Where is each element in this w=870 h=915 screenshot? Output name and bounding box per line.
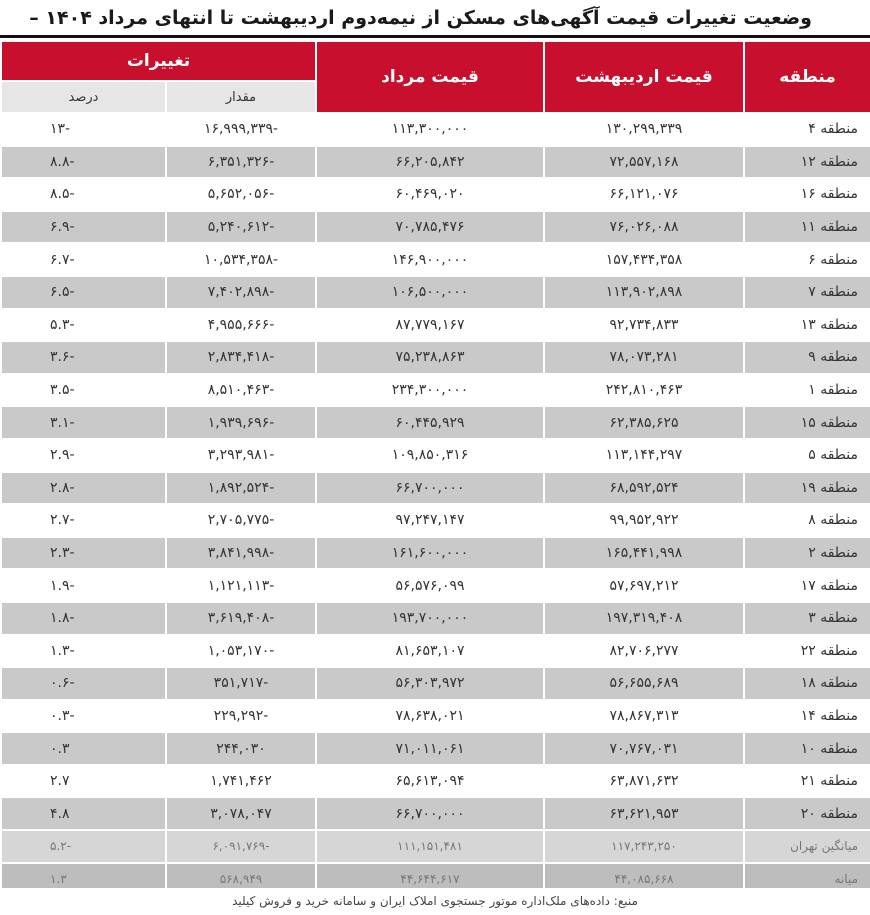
table-row xyxy=(1,113,870,146)
price-mordad-cell: ۱۰۹,۸۵۰,۳۱۶ xyxy=(316,439,544,472)
price-ordibehesht-cell: ۱۳۰,۲۹۹,۳۳۹ xyxy=(544,113,744,146)
district-cell: منطقه ۱۹ xyxy=(744,472,870,505)
price-mordad-cell: ۱۱۱,۱۵۱,۴۸۱ xyxy=(316,830,544,863)
header-changes: تغییرات xyxy=(1,41,316,81)
table-row xyxy=(1,406,870,439)
table-row xyxy=(1,341,870,374)
header-amount: مقدار xyxy=(166,81,316,113)
district-cell: منطقه ۱۵ xyxy=(744,406,870,439)
district-cell: منطقه ۲ xyxy=(744,537,870,570)
district-cell: میانه xyxy=(744,863,870,896)
table-row xyxy=(1,276,870,309)
table-row xyxy=(1,732,870,765)
header-price-mordad: قیمت مرداد xyxy=(316,41,544,113)
district-cell: منطقه ۱۱ xyxy=(744,211,870,244)
table-row xyxy=(1,797,870,830)
table-row xyxy=(1,211,870,244)
change-percent-cell: -۶.۹ xyxy=(1,211,166,244)
price-mordad-cell: ۷۸,۶۳۸,۰۲۱ xyxy=(316,700,544,733)
price-mordad-cell: ۱۱۳,۳۰۰,۰۰۰ xyxy=(316,113,544,146)
price-ordibehesht-cell: ۱۱۷,۲۴۳,۲۵۰ xyxy=(544,830,744,863)
change-amount-cell: -۴,۹۵۵,۶۶۶ xyxy=(166,309,316,342)
source-note: منبع: داده‌های ملک‌اداره موتور جستجوی املاک ایران و سامانه خرید و فروش کیلید xyxy=(0,888,870,915)
change-percent-cell: -۲.۹ xyxy=(1,439,166,472)
change-percent-cell: -۱۳ xyxy=(1,113,166,146)
price-ordibehesht-cell: ۱۹۷,۳۱۹,۴۰۸ xyxy=(544,602,744,635)
price-ordibehesht-cell: ۵۷,۶۹۷,۲۱۲ xyxy=(544,569,744,602)
district-cell: منطقه ۲۰ xyxy=(744,797,870,830)
district-cell: منطقه ۱۶ xyxy=(744,178,870,211)
change-amount-cell: -۶,۰۹۱,۷۶۹ xyxy=(166,830,316,863)
change-percent-cell: ۲.۷ xyxy=(1,765,166,798)
district-cell: منطقه ۲۲ xyxy=(744,635,870,668)
price-ordibehesht-cell: ۶۳,۶۲۱,۹۵۳ xyxy=(544,797,744,830)
change-amount-cell: -۵,۲۴۰,۶۱۲ xyxy=(166,211,316,244)
table-row xyxy=(1,602,870,635)
change-percent-cell: -۵.۲ xyxy=(1,830,166,863)
price-mordad-cell: ۵۶,۳۰۳,۹۷۲ xyxy=(316,667,544,700)
change-amount-cell: ۲۴۴,۰۳۰ xyxy=(166,732,316,765)
price-mordad-cell: ۶۶,۲۰۵,۸۴۲ xyxy=(316,146,544,179)
district-cell: منطقه ۵ xyxy=(744,439,870,472)
district-cell: منطقه ۱۰ xyxy=(744,732,870,765)
price-ordibehesht-cell: ۶۸,۵۹۲,۵۲۴ xyxy=(544,472,744,505)
price-mordad-cell: ۶۶,۷۰۰,۰۰۰ xyxy=(316,797,544,830)
price-ordibehesht-cell: ۱۶۵,۴۴۱,۹۹۸ xyxy=(544,537,744,570)
price-mordad-cell: ۶۰,۴۴۵,۹۲۹ xyxy=(316,406,544,439)
change-amount-cell: -۱۶,۹۹۹,۳۳۹ xyxy=(166,113,316,146)
change-amount-cell: -۳,۲۹۳,۹۸۱ xyxy=(166,439,316,472)
table-row xyxy=(1,569,870,602)
change-amount-cell: ۱,۷۴۱,۴۶۲ xyxy=(166,765,316,798)
district-cell: منطقه ۱۷ xyxy=(744,569,870,602)
table-row xyxy=(1,504,870,537)
change-percent-cell: -۲.۸ xyxy=(1,472,166,505)
price-ordibehesht-cell: ۴۴,۰۸۵,۶۶۸ xyxy=(544,863,744,896)
price-ordibehesht-cell: ۵۶,۶۵۵,۶۸۹ xyxy=(544,667,744,700)
district-cell: منطقه ۷ xyxy=(744,276,870,309)
price-mordad-cell: ۵۶,۵۷۶,۰۹۹ xyxy=(316,569,544,602)
price-ordibehesht-cell: ۹۹,۹۵۲,۹۲۲ xyxy=(544,504,744,537)
table-row xyxy=(1,537,870,570)
price-ordibehesht-cell: ۱۵۷,۴۳۴,۳۵۸ xyxy=(544,243,744,276)
header-percent: درصد xyxy=(1,81,166,113)
change-amount-cell: -۳,۸۴۱,۹۹۸ xyxy=(166,537,316,570)
change-percent-cell: -۰.۳ xyxy=(1,700,166,733)
change-percent-cell: -۵.۳ xyxy=(1,309,166,342)
price-mordad-cell: ۹۷,۲۴۷,۱۴۷ xyxy=(316,504,544,537)
change-amount-cell: -۲,۷۰۵,۷۷۵ xyxy=(166,504,316,537)
price-ordibehesht-cell: ۷۸,۸۶۷,۳۱۳ xyxy=(544,700,744,733)
price-ordibehesht-cell: ۸۲,۷۰۶,۲۷۷ xyxy=(544,635,744,668)
change-percent-cell: -۳.۵ xyxy=(1,374,166,407)
price-ordibehesht-cell: ۶۳,۸۷۱,۶۳۲ xyxy=(544,765,744,798)
change-percent-cell: ۴.۸ xyxy=(1,797,166,830)
price-mordad-cell: ۱۹۳,۷۰۰,۰۰۰ xyxy=(316,602,544,635)
change-percent-cell: -۰.۶ xyxy=(1,667,166,700)
change-percent-cell: -۳.۱ xyxy=(1,406,166,439)
table-body xyxy=(1,113,870,895)
table-row xyxy=(1,830,870,863)
district-cell: منطقه ۶ xyxy=(744,243,870,276)
district-cell: منطقه ۱۸ xyxy=(744,667,870,700)
change-amount-cell: ۵۶۸,۹۴۹ xyxy=(166,863,316,896)
price-change-table xyxy=(0,40,870,896)
change-percent-cell: -۱.۳ xyxy=(1,635,166,668)
change-amount-cell: -۳۵۱,۷۱۷ xyxy=(166,667,316,700)
change-amount-cell: -۵,۶۵۲,۰۵۶ xyxy=(166,178,316,211)
price-mordad-cell: ۱۶۱,۶۰۰,۰۰۰ xyxy=(316,537,544,570)
change-percent-cell: ۱.۳ xyxy=(1,863,166,896)
district-cell: منطقه ۴ xyxy=(744,113,870,146)
table-row xyxy=(1,374,870,407)
table-row xyxy=(1,765,870,798)
change-percent-cell: -۸.۵ xyxy=(1,178,166,211)
price-mordad-cell: ۷۰,۷۸۵,۴۷۶ xyxy=(316,211,544,244)
price-mordad-cell: ۷۱,۰۱۱,۰۶۱ xyxy=(316,732,544,765)
price-ordibehesht-cell: ۷۰,۷۶۷,۰۳۱ xyxy=(544,732,744,765)
table-row xyxy=(1,667,870,700)
change-amount-cell: -۱,۰۵۳,۱۷۰ xyxy=(166,635,316,668)
change-amount-cell: -۲۲۹,۲۹۲ xyxy=(166,700,316,733)
change-amount-cell: -۱۰,۵۳۴,۳۵۸ xyxy=(166,243,316,276)
district-cell: منطقه ۹ xyxy=(744,341,870,374)
price-mordad-cell: ۲۳۴,۳۰۰,۰۰۰ xyxy=(316,374,544,407)
change-amount-cell: -۲,۸۳۴,۴۱۸ xyxy=(166,341,316,374)
header-district: منطقه xyxy=(744,41,870,113)
price-ordibehesht-cell: ۱۱۳,۹۰۲,۸۹۸ xyxy=(544,276,744,309)
price-ordibehesht-cell: ۷۶,۰۲۶,۰۸۸ xyxy=(544,211,744,244)
price-ordibehesht-cell: ۷۲,۵۵۷,۱۶۸ xyxy=(544,146,744,179)
change-percent-cell: -۱.۹ xyxy=(1,569,166,602)
price-mordad-cell: ۱۰۶,۵۰۰,۰۰۰ xyxy=(316,276,544,309)
district-cell: منطقه ۱۳ xyxy=(744,309,870,342)
change-amount-cell: -۶,۳۵۱,۳۲۶ xyxy=(166,146,316,179)
table-row xyxy=(1,178,870,211)
table-row xyxy=(1,243,870,276)
table-row xyxy=(1,309,870,342)
district-cell: منطقه ۸ xyxy=(744,504,870,537)
district-cell: منطقه ۱ xyxy=(744,374,870,407)
change-percent-cell: -۲.۳ xyxy=(1,537,166,570)
table-row xyxy=(1,635,870,668)
change-amount-cell: -۱,۹۳۹,۶۹۶ xyxy=(166,406,316,439)
header-price-ordibehesht: قیمت اردیبهشت xyxy=(544,41,744,113)
change-amount-cell: -۳,۶۱۹,۴۰۸ xyxy=(166,602,316,635)
price-ordibehesht-cell: ۶۶,۱۲۱,۰۷۶ xyxy=(544,178,744,211)
change-percent-cell: -۶.۷ xyxy=(1,243,166,276)
price-mordad-cell: ۶۰,۴۶۹,۰۲۰ xyxy=(316,178,544,211)
district-cell: میانگین تهران xyxy=(744,830,870,863)
price-ordibehesht-cell: ۱۱۳,۱۴۴,۲۹۷ xyxy=(544,439,744,472)
table-row xyxy=(1,472,870,505)
price-mordad-cell: ۴۴,۶۴۴,۶۱۷ xyxy=(316,863,544,896)
district-cell: منطقه ۱۲ xyxy=(744,146,870,179)
district-cell: منطقه ۳ xyxy=(744,602,870,635)
price-ordibehesht-cell: ۷۸,۰۷۳,۲۸۱ xyxy=(544,341,744,374)
change-percent-cell: -۲.۷ xyxy=(1,504,166,537)
page-title: وضعیت تغییرات قیمت آگهی‌های مسکن از نیمه‌دوم اردیبهشت تا انتهای مرداد ۱۴۰۴ – xyxy=(0,0,870,38)
change-amount-cell: -۷,۴۰۲,۸۹۸ xyxy=(166,276,316,309)
table-row xyxy=(1,439,870,472)
table-row xyxy=(1,700,870,733)
table-row xyxy=(1,146,870,179)
change-percent-cell: ۰.۳ xyxy=(1,732,166,765)
price-mordad-cell: ۸۱,۶۵۳,۱۰۷ xyxy=(316,635,544,668)
price-mordad-cell: ۶۵,۶۱۳,۰۹۴ xyxy=(316,765,544,798)
change-percent-cell: -۶.۵ xyxy=(1,276,166,309)
change-amount-cell: -۱,۱۲۱,۱۱۳ xyxy=(166,569,316,602)
price-ordibehesht-cell: ۲۴۲,۸۱۰,۴۶۳ xyxy=(544,374,744,407)
district-cell: منطقه ۱۴ xyxy=(744,700,870,733)
change-amount-cell: -۱,۸۹۲,۵۲۴ xyxy=(166,472,316,505)
price-ordibehesht-cell: ۶۲,۳۸۵,۶۲۵ xyxy=(544,406,744,439)
price-mordad-cell: ۷۵,۲۳۸,۸۶۳ xyxy=(316,341,544,374)
change-percent-cell: -۱.۸ xyxy=(1,602,166,635)
change-amount-cell: -۸,۵۱۰,۴۶۳ xyxy=(166,374,316,407)
price-mordad-cell: ۶۶,۷۰۰,۰۰۰ xyxy=(316,472,544,505)
price-mordad-cell: ۱۴۶,۹۰۰,۰۰۰ xyxy=(316,243,544,276)
change-percent-cell: -۸.۸ xyxy=(1,146,166,179)
price-ordibehesht-cell: ۹۲,۷۳۴,۸۳۳ xyxy=(544,309,744,342)
district-cell: منطقه ۲۱ xyxy=(744,765,870,798)
change-percent-cell: -۳.۶ xyxy=(1,341,166,374)
price-mordad-cell: ۸۷,۷۷۹,۱۶۷ xyxy=(316,309,544,342)
change-amount-cell: ۳,۰۷۸,۰۴۷ xyxy=(166,797,316,830)
